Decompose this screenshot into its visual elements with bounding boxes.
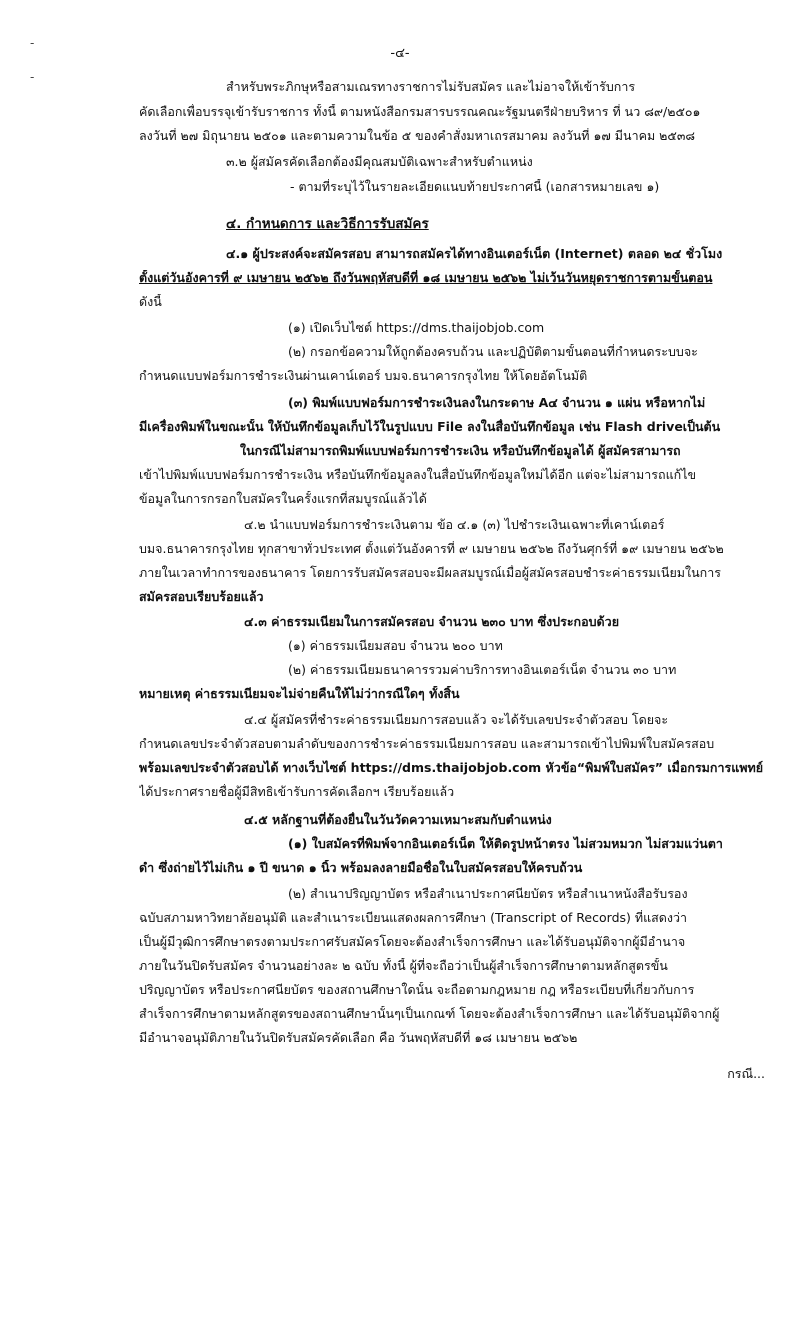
paragraph-line: ปริญญาบัตร หรือประกาศนียบัตร ของสถานศึกษาใดนั้น จะถือตามกฎหมาย กฎ หรือระเบียบที่เกี่ยวกับการ — [139, 982, 695, 997]
paragraph-line: ลงวันที่ ๒๗ มิถุนายน ๒๕๐๑ และตามความในข้อ ๕ ของคำสั่งมหาเถรสมาคม ลงวันที่ ๑๗ มีนาคม ๒๕๓๘ — [139, 128, 696, 143]
paragraph-line: ๔.๔ ผู้สมัครที่ชำระค่าธรรมเนียมการสอบแล้ว จะได้รับเลขประจำตัวสอบ โดยจะ — [244, 712, 669, 727]
paragraph-line: บมจ.ธนาคารกรุงไทย ทุกสาขาทั่วประเทศ ตั้งแต่วันอังคารที่ ๙ เมษายน ๒๕๖๒ ถึงวันศุกร์ที่ ๑๙ เมษายน ๒๕๖๒ — [139, 541, 724, 556]
paragraph-line: ดำ ซึ่งถ่ายไว้ไม่เกิน ๑ ปี ขนาด ๑ นิ้ว พร้อมลงลายมือชื่อในใบสมัครสอบให้ครบถ้วน — [139, 860, 583, 875]
section-4-heading: ๔. กำหนดการ และวิธีการรับสมัคร — [226, 216, 429, 232]
paragraph-line: สำเร็จการศึกษาตามหลักสูตรของสถานศึกษานั้นๆเป็นเกณฑ์ โดยจะต้องสำเร็จการศึกษา และได้รับอนุมัติจากผู้ — [139, 1006, 720, 1021]
fee-total: ๔.๓ ค่าธรรมเนียมในการสมัครสอบ จำนวน ๒๓๐ บาท ซึ่งประกอบด้วย — [244, 614, 620, 629]
paragraph-line: พร้อมเลขประจำตัวสอบได้ ทางเว็บไซต์ https://dms.thaijobjob.com หัวข้อ“พิมพ์ใบสมัคร” เมื่อกรมการแพทย์ — [139, 760, 764, 775]
continuation-marker: กรณี... — [727, 1066, 765, 1081]
paragraph-line: ตั้งแต่วันอังคารที่ ๙ เมษายน ๒๕๖๒ ถึงวันพฤหัสบดีที่ ๑๘ เมษายน ๒๕๖๒ ไม่เว้นวันหยุดราชการตามขั้นตอน — [139, 270, 713, 285]
paragraph-line: (๓) พิมพ์แบบฟอร์มการชำระเงินลงในกระดาษ A๔ จำนวน ๑ แผ่น หรือหากไม่ — [288, 395, 706, 410]
paragraph-line: มีอำนาจอนุมัติภายในวันปิดรับสมัครคัดเลือก คือ วันพฤหัสบดีที่ ๑๘ เมษายน ๒๕๖๒ — [139, 1030, 578, 1045]
paragraph-line: กำหนดแบบฟอร์มการชำระเงินผ่านเคาน์เตอร์ บมจ.ธนาคารกรุงไทย ให้โดยอัตโนมัติ — [139, 368, 588, 383]
paragraph-line: ภายในวันปิดรับสมัคร จำนวนอย่างละ ๒ ฉบับ ทั้งนี้ ผู้ที่จะถือว่าเป็นผู้สำเร็จการศึกษาตามหลักสูตรขั้น — [139, 958, 668, 973]
fee-note: หมายเหตุ ค่าธรรมเนียมจะไม่จ่ายคืนให้ไม่ว่ากรณีใดๆ ทั้งสิ้น — [139, 686, 460, 701]
website-step: (๑) เปิดเว็บไซต์ https://dms.thaijobjob.com — [288, 320, 545, 335]
paragraph-line: ฉบับสภามหาวิทยาลัยอนุมัติ และสำเนาระเบียนแสดงผลการศึกษา (Transcript of Records) ที่แสดงว่า — [139, 910, 688, 925]
paragraph-line: มีเครื่องพิมพ์ในขณะนั้น ให้บันทึกข้อมูลเก็บไว้ในรูปแบบ File ลงในสื่อบันทึกข้อมูล เช่น Flash driveเป็นต้น — [139, 419, 721, 434]
paragraph-line: ได้ประกาศรายชื่อผู้มีสิทธิเข้ารับการคัดเลือกฯ เรียบร้อยแล้ว — [139, 784, 455, 799]
paragraph-line: คัดเลือกเพื่อบรรจุเข้ารับราชการ ทั้งนี้ ตามหนังสือกรมสารบรรณคณะรัฐมนตรีฝ่ายบริหาร ที่ นว ๘๙/๒๕๐๑ — [139, 104, 701, 119]
section-4-5-title: ๔.๕ หลักฐานที่ต้องยื่นในวันวัดความเหมาะสมกับตำแหน่ง — [244, 812, 552, 827]
fee-exam: (๑) ค่าธรรมเนียมสอบ จำนวน ๒๐๐ บาท — [288, 638, 503, 653]
fee-bank: (๒) ค่าธรรมเนียมธนาคารรวมค่าบริการทางอินเตอร์เน็ต จำนวน ๓๐ บาท — [288, 662, 677, 677]
paragraph-line: กำหนดเลขประจำตัวสอบตามลำดับของการชำระค่าธรรมเนียมการสอบ และสามารถเข้าไปพิมพ์ใบสมัครสอบ — [139, 736, 715, 751]
paragraph-line: ภายในเวลาทำการของธนาคาร โดยการรับสมัครสอบจะมีผลสมบูรณ์เมื่อผู้สมัครสอบชำระค่าธรรมเนียมในการ — [139, 565, 721, 580]
paragraph-line: เป็นผู้มีวุฒิการศึกษาตรงตามประกาศรับสมัครโดยจะต้องสำเร็จการศึกษา และได้รับอนุมัติจากผู้มีอำนาจ — [139, 934, 686, 949]
paragraph-line: (๒) สำเนาปริญญาบัตร หรือสำเนาประกาศนียบัตร หรือสำเนาหนังสือรับรอง — [288, 886, 688, 901]
paragraph-line: ๔.๒ นำแบบฟอร์มการชำระเงินตาม ข้อ ๔.๑ (๓) ไปชำระเงินเฉพาะที่เคาน์เตอร์ — [244, 517, 665, 532]
page-number: -๔- — [390, 46, 410, 61]
section-3-2-detail: - ตามที่ระบุไว้ในรายละเอียดแนบท้ายประกาศนี้ (เอกสารหมายเลข ๑) — [290, 179, 660, 194]
paragraph-line: (๑) ใบสมัครที่พิมพ์จากอินเตอร์เน็ต ให้ติดรูปหน้าตรง ไม่สวมหมวก ไม่สวมแว่นตา — [288, 836, 723, 851]
section-3-2-title: ๓.๒ ผู้สมัครคัดเลือกต้องมีคุณสมบัติเฉพาะสำหรับตำแหน่ง — [226, 154, 533, 169]
paragraph-line: เข้าไปพิมพ์แบบฟอร์มการชำระเงิน หรือบันทึกข้อมูลลงในสื่อบันทึกข้อมูลใหม่ได้อีก แต่จะไม่สามารถแก้ไข — [139, 467, 697, 482]
paragraph-line: สมัครสอบเรียบร้อยแล้ว — [139, 589, 264, 604]
margin-mark: - — [30, 36, 35, 50]
paragraph-line: ข้อมูลในการกรอกใบสมัครในครั้งแรกที่สมบูรณ์แล้วได้ — [139, 491, 427, 506]
paragraph-line: ๔.๑ ผู้ประสงค์จะสมัครสอบ สามารถสมัครได้ทางอินเตอร์เน็ต (Internet) ตลอด ๒๔ ชั่วโมง — [226, 246, 723, 261]
margin-mark: - — [30, 70, 35, 84]
paragraph-line: (๒) กรอกข้อความให้ถูกต้องครบถ้วน และปฏิบัติตามขั้นตอนที่กำหนดระบบจะ — [288, 344, 698, 359]
paragraph-line: สำหรับพระภิกษุหรือสามเณรทางราชการไม่รับสมัคร และไม่อาจให้เข้ารับการ — [226, 79, 636, 94]
paragraph-line: ดังนี้ — [139, 294, 162, 309]
paragraph-line: ในกรณีไม่สามารถพิมพ์แบบฟอร์มการชำระเงิน หรือบันทึกข้อมูลได้ ผู้สมัครสามารถ — [240, 443, 681, 458]
